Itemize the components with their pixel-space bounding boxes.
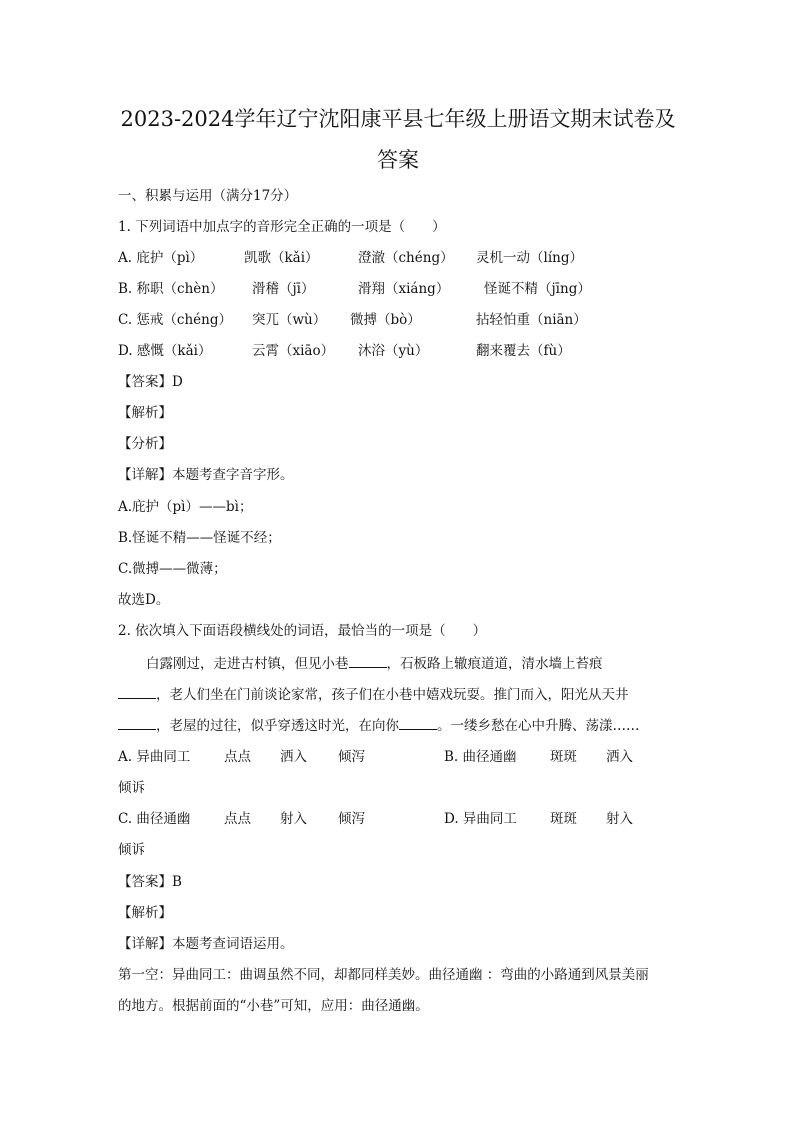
passage-text: ，石板路上辙痕道道，清水墙上苔痕	[386, 656, 603, 672]
question-1-stem: 1. 下列词语中加点字的音形完全正确的一项是（ ）	[118, 219, 446, 235]
option-b-term: B. 曲径通幽	[444, 749, 517, 765]
option-term: C. 惩戒（chéng）	[118, 312, 233, 328]
option-d-term: 斑斑	[550, 811, 577, 827]
option-term: 翻来覆去（fù）	[476, 343, 571, 359]
section-heading: 一、积累与运用（满分17分）	[118, 188, 298, 204]
passage-line-2	[118, 684, 629, 705]
passage-text: ，老人们坐在门前谈论家常，孩子们在小巷中嬉戏玩耍。推门而入，阳光从天井	[156, 687, 629, 703]
option-term: 凯歌（kǎi）	[244, 250, 319, 266]
question-2-explanation-1: 第一空：异曲同工：曲调虽然不同，却都同样美妙。曲径通幽 ：弯曲的小路通到风景美丽	[118, 967, 649, 983]
option-a-term: 倾泻	[338, 749, 365, 765]
question-1-conclusion: 故选D。	[118, 592, 170, 608]
option-term: 突兀（wù）	[252, 312, 327, 328]
option-term: 灵机一动（líng）	[476, 250, 583, 266]
question-1-detail: 【详解】本题考查字音字形。	[118, 467, 294, 483]
option-b-term: 斑斑	[550, 749, 577, 765]
document-title-line-1: 2023-2024学年辽宁沈阳康平县七年级上册语文期末试卷及	[120, 107, 676, 131]
passage-line-3	[118, 715, 640, 736]
option-term: 滑稽（jī）	[252, 281, 315, 297]
question-1-note-b: B.怪诞不精——怪诞不经；	[118, 530, 281, 546]
option-a-term: 点点	[224, 749, 251, 765]
fill-blank	[349, 653, 387, 668]
question-2-jiexi-label: 【解析】	[118, 905, 172, 921]
question-1-fenxi-label: 【分析】	[118, 436, 172, 452]
option-d-wrap: 倾诉	[118, 842, 145, 858]
option-term: 沐浴（yù）	[358, 343, 429, 359]
option-d-term: D. 异曲同工	[444, 811, 517, 827]
passage-line-1	[146, 653, 603, 674]
document-title-line-2: 答案	[377, 148, 419, 172]
fill-blank	[118, 684, 156, 699]
option-term: D. 感慨（kǎi）	[118, 343, 212, 359]
question-1-answer: 【答案】D	[118, 374, 183, 390]
option-c-term: 点点	[224, 811, 251, 827]
option-d-term: 射入	[606, 811, 633, 827]
question-2-answer: 【答案】B	[118, 874, 182, 890]
option-term: B. 称职（chèn）	[118, 281, 224, 297]
fill-blank	[399, 715, 437, 730]
passage-text: 。一缕乡愁在心中升腾、荡漾……	[437, 718, 640, 734]
option-term: A. 庇护（pì）	[118, 250, 204, 266]
option-term: 微搏（bò）	[350, 312, 421, 328]
option-term: 澄澈（chéng）	[358, 250, 454, 266]
passage-text: ，老屋的过往，似乎穿透这时光，在向你	[156, 718, 399, 734]
option-c-term: 射入	[280, 811, 307, 827]
option-term: 拈轻怕重（niān）	[476, 312, 587, 328]
option-c-term: C. 曲径通幽	[118, 811, 191, 827]
option-term: 怪诞不精（jīng）	[484, 281, 591, 297]
fill-blank	[118, 715, 156, 730]
passage-text: 白露刚过，走进古村镇，但见小巷	[146, 656, 349, 672]
question-1-jiexi-label: 【解析】	[118, 405, 172, 421]
question-2-stem: 2. 依次填入下面语段横线处的词语，最恰当的一项是（ ）	[118, 623, 487, 639]
option-b-term: 洒入	[606, 749, 633, 765]
option-term: 滑翔（xiáng）	[358, 281, 450, 297]
option-term: 云霄（xiāo）	[252, 343, 335, 359]
question-1-note-c: C.微搏——微薄；	[118, 561, 227, 577]
option-b-wrap: 倾诉	[118, 780, 145, 796]
option-a-term: 洒入	[280, 749, 307, 765]
question-1-note-a: A.庇护（pì）——bì；	[118, 499, 253, 515]
question-2-detail: 【详解】本题考查词语运用。	[118, 936, 294, 952]
question-2-explanation-2: 的地方。根据前面的“小巷”可知，应用：曲径通幽。	[118, 998, 429, 1014]
option-c-term: 倾泻	[338, 811, 365, 827]
option-a-term: A. 异曲同工	[118, 749, 191, 765]
